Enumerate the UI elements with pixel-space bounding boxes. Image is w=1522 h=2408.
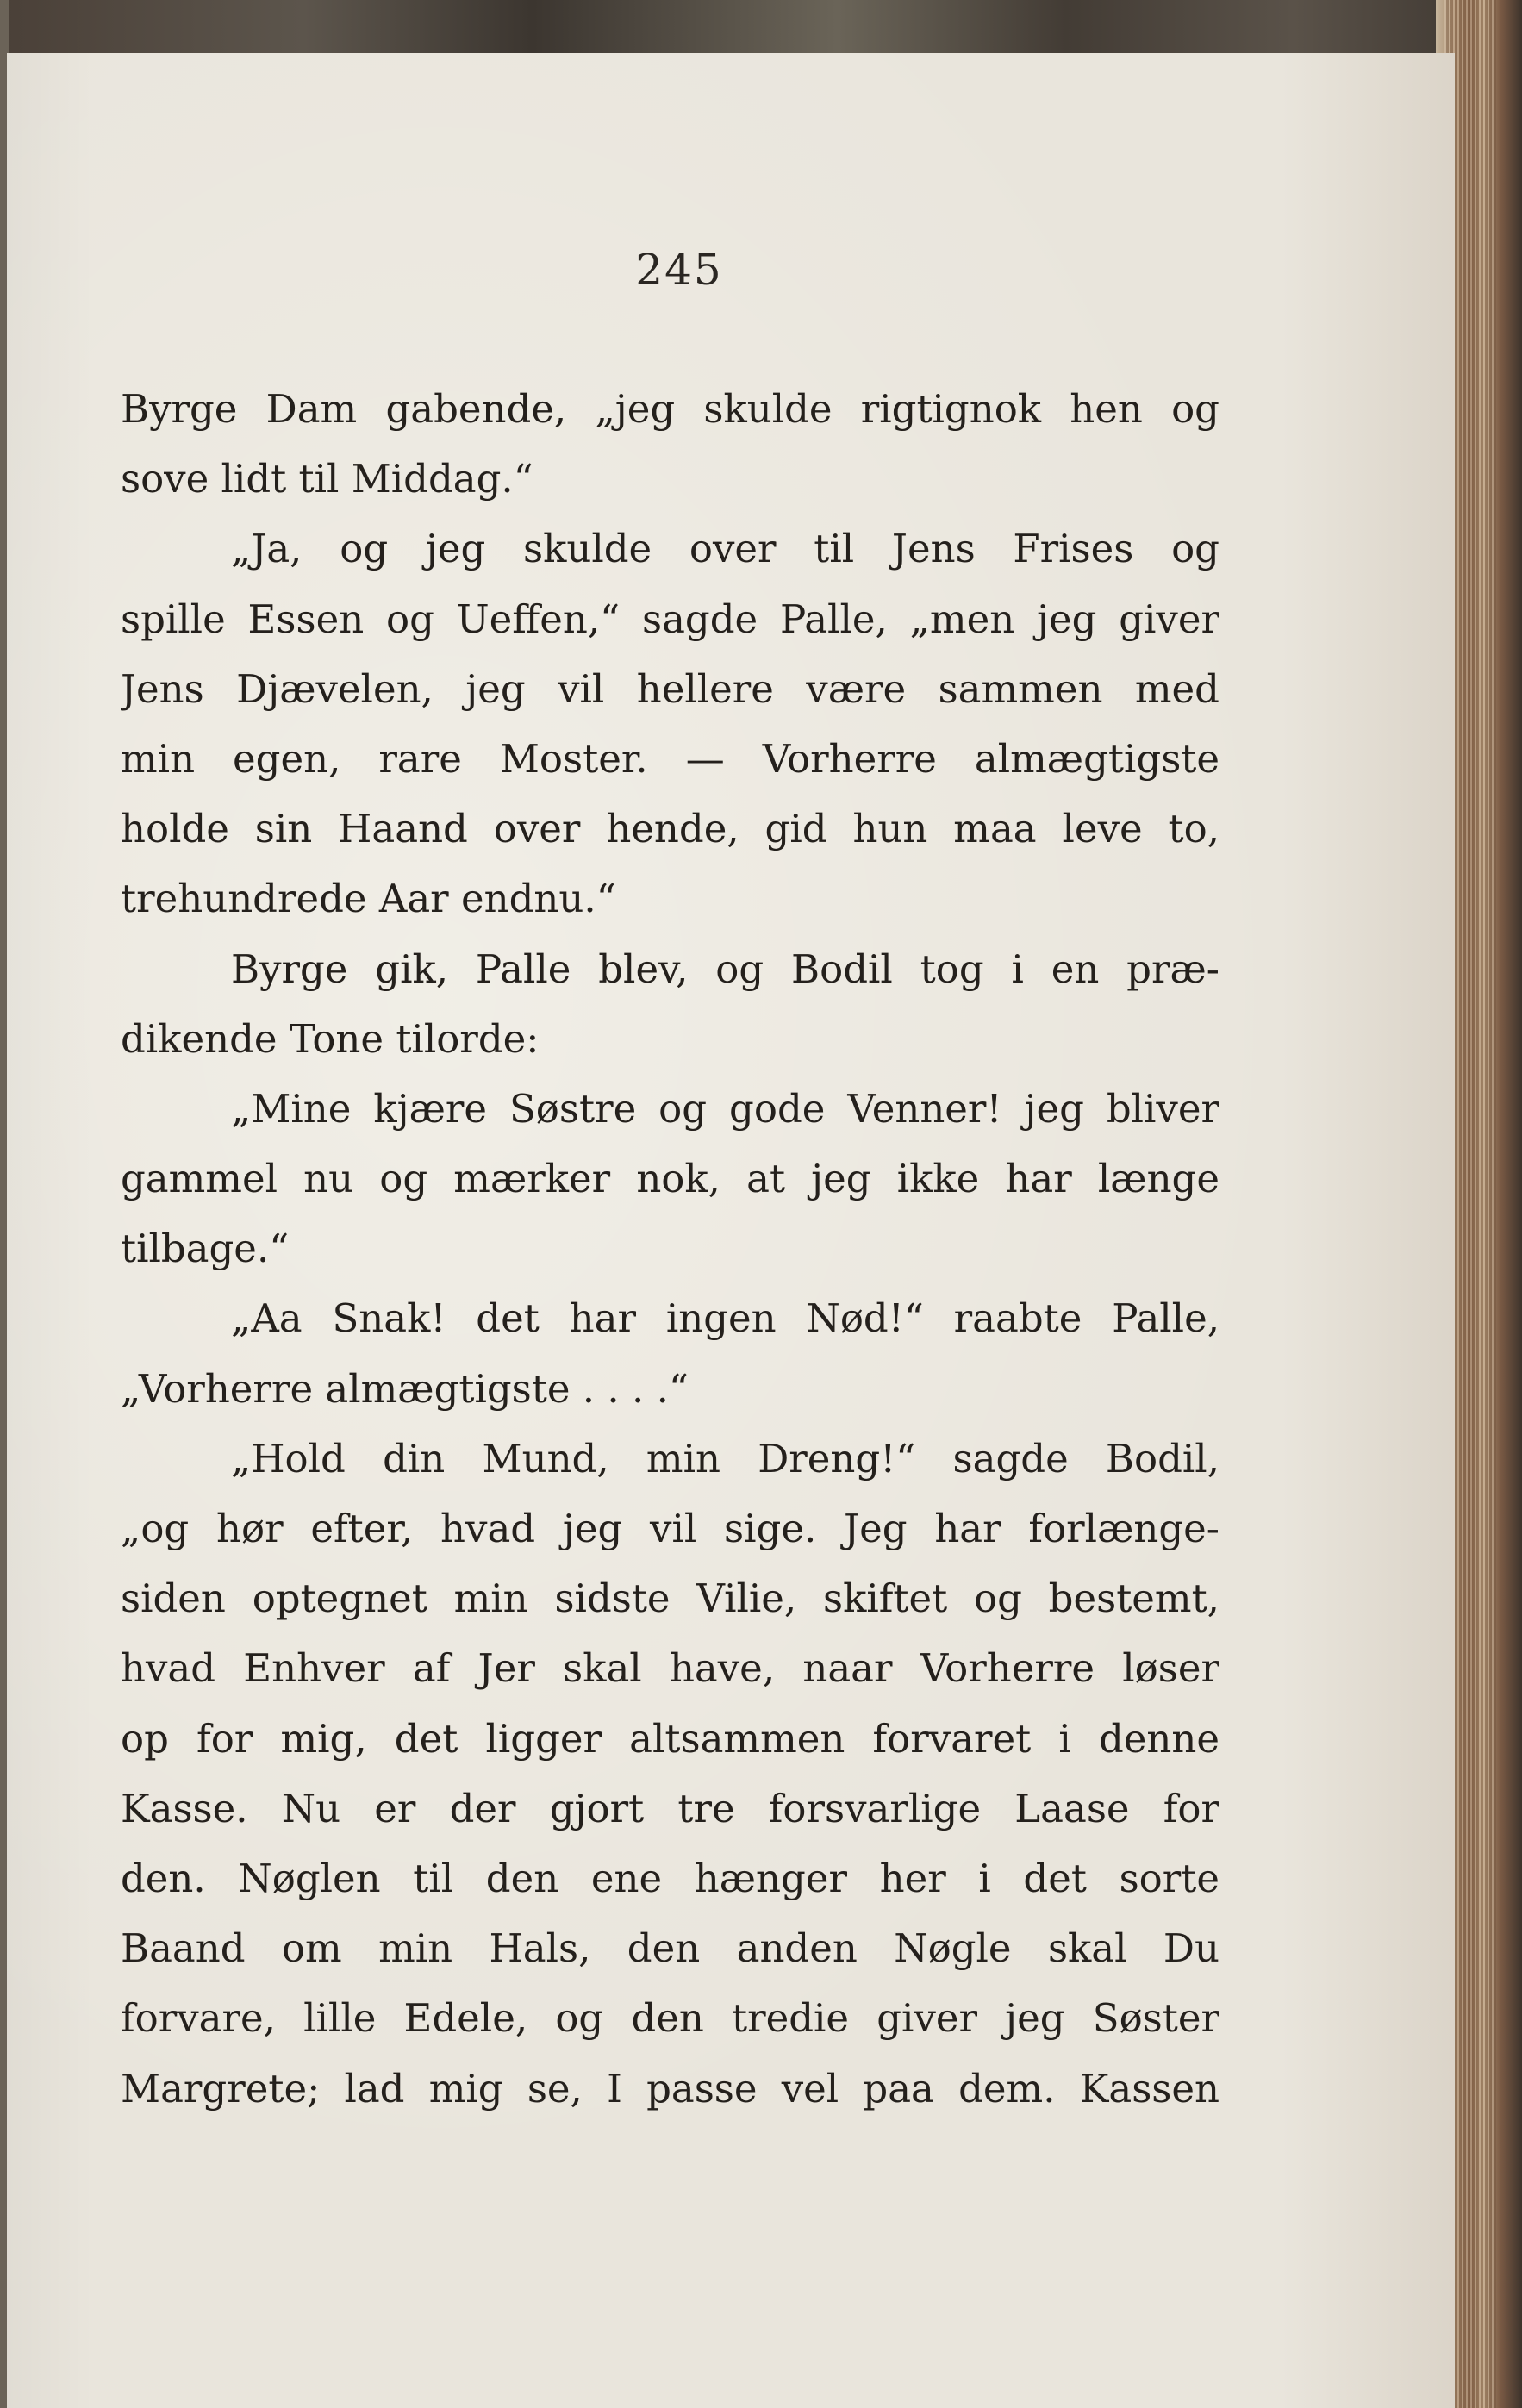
text-line: Byrge gik, Palle blev, og Bodil tog i en præ- [231,945,1219,992]
paragraph [121,1074,1219,1284]
text-line: Kasse. Nu er der gjort tre forsvarlige Laase for [121,1785,1219,1831]
text-line: Byrge Dam gabende, „jeg skulde rigtignok hen og [121,386,1219,432]
text-line: „Vorherre almægtigste . . . .“ [121,1365,689,1412]
text-line: Baand om min Hals, den anden Nøgle skal Du [121,1925,1219,1972]
text-line: op for mig, det ligger altsammen forvaret i denne [121,1715,1219,1762]
text-line: holde sin Haand over hende, gid hun maa leve to, [121,806,1219,852]
text-line: siden optegnet min sidste Vilie, skiftet og bestemt, [121,1575,1219,1622]
paragraph [121,1424,1219,2124]
text-line: gammel nu og mærker nok, at jeg ikke har længe [121,1156,1219,1202]
text-line: trehundrede Aar endnu.“ [121,876,616,922]
text-line: hvad Enhver af Jer skal have, naar Vorherre løser [121,1645,1219,1692]
text-line: Margrete; lad mig se, I passe vel paa dem. Kassen [121,2065,1219,2112]
body-text [121,374,1219,2124]
book-page [7,53,1455,2408]
text-line: dikende Tone tilorde: [121,1015,540,1062]
text-line: forvare, lille Edele, og den tredie giver jeg Søster [121,1995,1219,2042]
text-line: sove lidt til Middag.“ [121,456,533,502]
text-line: „Ja, og jeg skulde over til Jens Frises og [231,526,1219,572]
text-line: „Hold din Mund, min Dreng!“ sagde Bodil, [231,1435,1219,1482]
text-line: tilbage.“ [121,1226,290,1272]
text-line: den. Nøglen til den ene hænger her i det sorte [121,1855,1219,1901]
paragraph [121,514,1219,933]
text-line: min egen, rare Moster. — Vorherre almægtigste [121,735,1219,782]
text-line: spille Essen og Ueffen,“ sagde Palle, „men jeg giver [121,596,1219,642]
text-line: „Aa Snak! det har ingen Nød!“ raabte Palle, [231,1295,1219,1342]
paragraph [121,1283,1219,1423]
text-line: „og hør efter, hvad jeg vil sige. Jeg har forlænge- [121,1506,1219,1551]
page-number: 245 [635,245,723,295]
text-line: Jens Djævelen, jeg vil hellere være sammen med [121,665,1219,712]
text-line: „Mine kjære Søstre og gode Venner! jeg bliver [231,1085,1219,1132]
paragraph [121,934,1219,1074]
paragraph [121,374,1219,514]
marbled-cover-edge [0,0,1522,60]
